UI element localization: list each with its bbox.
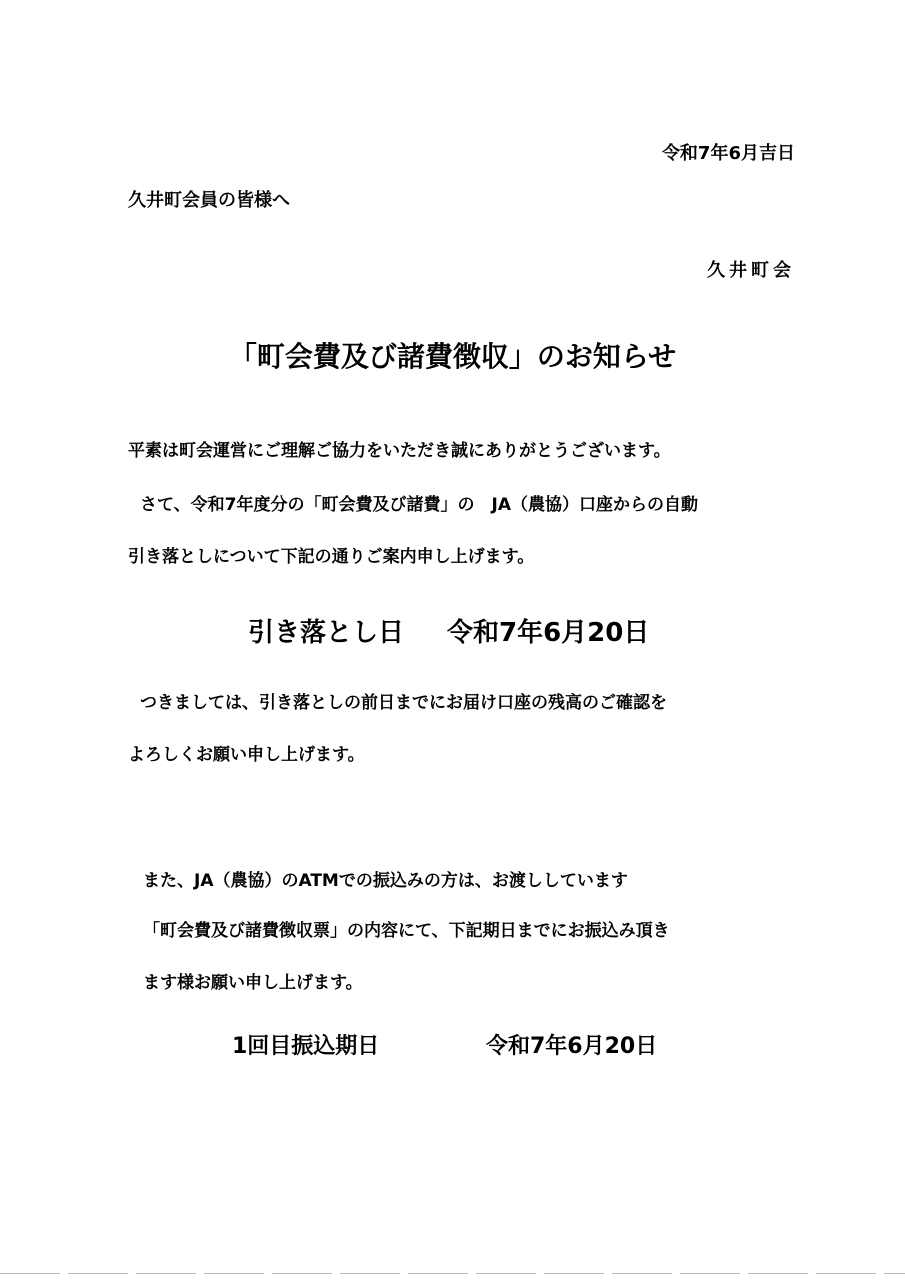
document-title: 「町会費及び諸費徴収」のお知らせ xyxy=(228,340,677,373)
debit-date-label: 引き落とし日 xyxy=(248,618,405,648)
deadline-date: 令和7年6月20日 xyxy=(486,1034,658,1059)
paragraph3-line1: また、JA（農協）のATMでの振込みの方は、お渡ししています xyxy=(143,871,628,891)
debit-date-value: 令和7年6月20日 xyxy=(447,618,650,648)
paragraph2-line1: つきましては、引き落としの前日までにお届け口座の残高のご確認を xyxy=(140,693,667,713)
paragraph1-line2: さて、令和7年度分の「町会費及び諸費」の JA（農協）口座からの自動 xyxy=(140,495,698,515)
paragraph1-line1: 平素は町会運営にご理解ご協力をいただき誠にありがとうございます。 xyxy=(128,441,671,461)
issue-date: 令和7年6月吉日 xyxy=(661,143,795,164)
sender-name: 久井町会 xyxy=(707,260,795,281)
paragraph3-line3: ます様お願い申し上げます。 xyxy=(143,973,363,993)
paragraph3-line2: 「町会費及び諸費徴収票」の内容にて、下記期日までにお振込み頂き xyxy=(143,921,670,941)
scan-edge-divider xyxy=(0,1273,905,1274)
recipient-line: 久井町会員の皆様へ xyxy=(128,190,290,211)
paragraph2-line2: よろしくお願い申し上げます。 xyxy=(128,745,365,765)
deadline-label: 1回目振込期日 xyxy=(232,1034,380,1059)
paragraph1-line3: 引き落としについて下記の通りご案内申し上げます。 xyxy=(128,547,535,567)
